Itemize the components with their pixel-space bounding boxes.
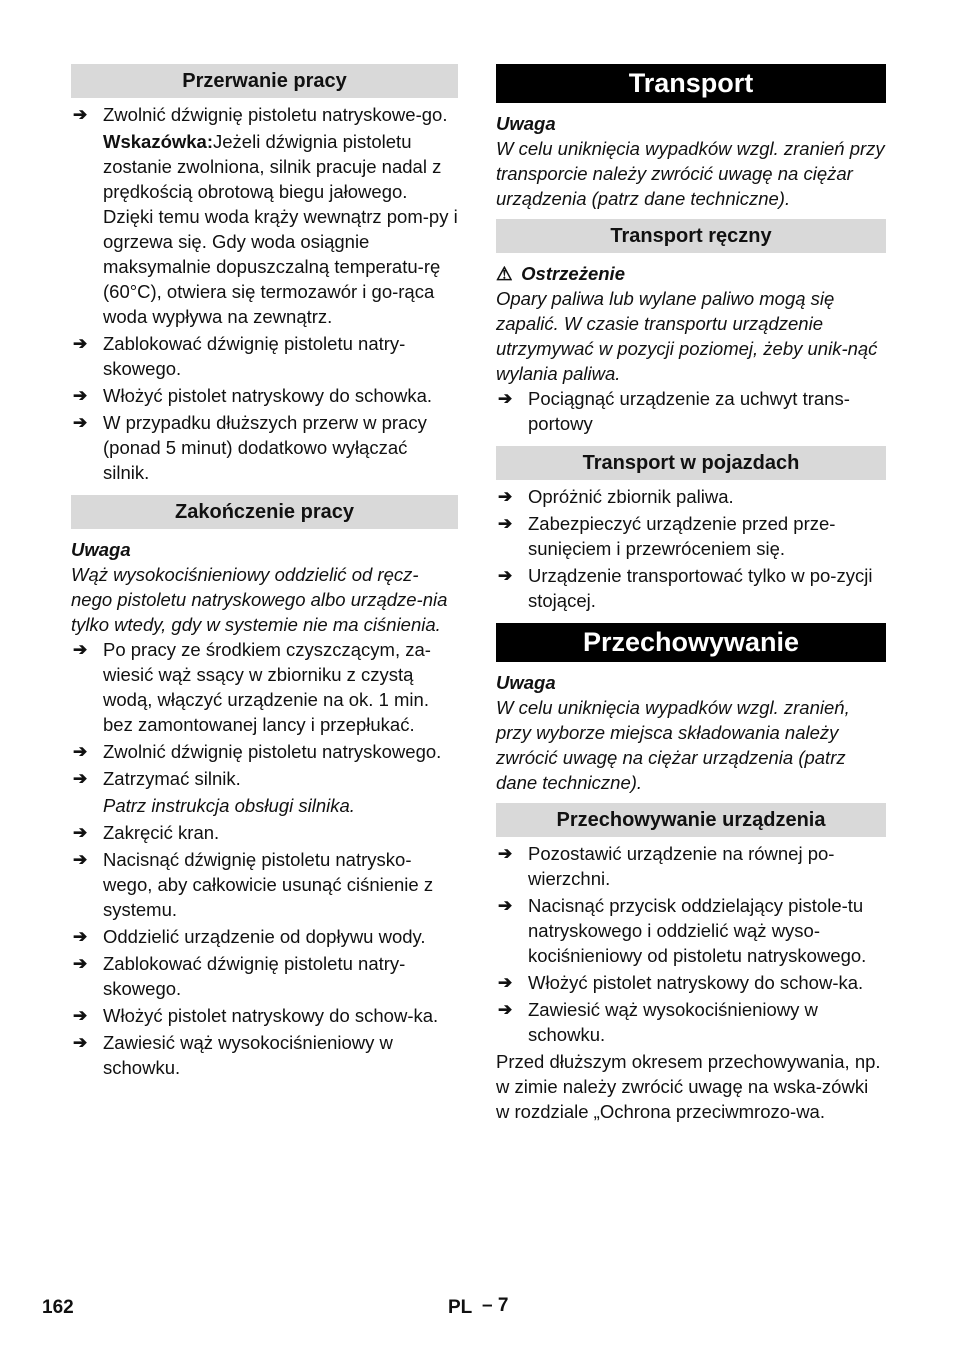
- list-item: [71, 847, 458, 922]
- arrow-icon: ➔: [73, 927, 88, 946]
- step-text: Pozostawić urządzenie na równej po-wierzchni.: [528, 843, 835, 889]
- hint-text: Jeżeli dźwignia pistoletu zostanie zwolniona, silnik pracuje nadal z prędkością obrotową biegu jałowego. Dzięki temu woda krąży wewnątrz pom-py i ogrzewa się. Gdy woda osiągnie maksymalnie dopuszczalną temperatu-rę (60°C), otwiera się termozawór i go-rąca woda wypływa na zewnątrz.: [103, 131, 458, 327]
- chapter-title-transport: Transport: [496, 64, 886, 103]
- arrow-icon: ➔: [498, 973, 513, 992]
- language-code: PL: [448, 1297, 473, 1318]
- note-body: W celu uniknięcia wypadków wzgl. zranień, przy wyborze miejsca składowania należy zwrócić uwagę na ciężar urządzenia (patrz dane techniczne).: [496, 697, 850, 793]
- list-item: [71, 410, 458, 485]
- step-text: Urządzenie transportować tylko w po-zycji stojącej.: [528, 565, 873, 611]
- step-text: Włożyć pistolet natryskowy do schow-ka.: [528, 972, 864, 993]
- note-title: Uwaga: [496, 672, 556, 693]
- right-column: [496, 64, 886, 1124]
- warning-body: Opary paliwa lub wylane paliwo mogą się zapalić. W czasie transportu urządzenie utrzymywać w pozycji poziomej, żeby unik-nąć wylania paliwa.: [496, 288, 878, 384]
- step-text: Po pracy ze środkiem czyszczącym, za-wiesić wąż ssący w zbiorniku z czystą wodą, włączyć urządzenie na ok. 1 min. bez zamontowanej lancy i przepłukać.: [103, 639, 431, 735]
- section-page-number: – 7: [482, 1295, 509, 1316]
- step-text: Opróżnić zbiornik paliwa.: [528, 486, 734, 507]
- step-text: Włożyć pistolet natryskowy do schow-ka.: [103, 1005, 439, 1026]
- list-item: [71, 637, 458, 737]
- arrow-icon: ➔: [498, 389, 513, 408]
- step-text: Zwolnić dźwignię pistoletu natryskowego.: [103, 741, 442, 762]
- section-title-zakonczenie: Zakończenie pracy: [71, 495, 458, 529]
- list-item: [71, 102, 458, 127]
- step-subnote: Patrz instrukcja obsługi silnika.: [103, 795, 355, 816]
- step-text: Zwolnić dźwignię pistoletu natryskowe-go.: [103, 104, 448, 125]
- arrow-icon: ➔: [73, 954, 88, 973]
- arrow-icon: ➔: [73, 1006, 88, 1025]
- list-item: [496, 970, 886, 995]
- step-text: Zakręcić kran.: [103, 822, 220, 843]
- section-title-transport-reczny: Transport ręczny: [496, 219, 886, 253]
- list-item: [496, 997, 886, 1047]
- arrow-icon: ➔: [73, 850, 88, 869]
- step-text: Włożyć pistolet natryskowy do schowka.: [103, 385, 433, 406]
- steps-list: [496, 841, 886, 1047]
- list-item: [71, 383, 458, 408]
- list-item: [71, 739, 458, 764]
- warning-icon: ⚠: [496, 263, 513, 284]
- list-item: [71, 820, 458, 845]
- step-text: Pociągnąć urządzenie za uchwyt trans-portowy: [528, 388, 850, 434]
- arrow-icon: ➔: [498, 487, 513, 506]
- steps-list: [496, 484, 886, 613]
- list-item: [71, 1003, 458, 1028]
- closing-paragraph: Przed dłuższym okresem przechowywania, np. w zimie należy zwrócić uwagę na wska-zówki w rozdziale „Ochrona przeciwmrozo-wa.: [496, 1051, 881, 1122]
- steps-list: [71, 331, 458, 485]
- arrow-icon: ➔: [73, 334, 88, 353]
- section-title-przechowywanie-urzadzenia: Przechowywanie urządzenia: [496, 803, 886, 837]
- steps-list: [71, 637, 458, 791]
- page-number: 162: [42, 1297, 74, 1318]
- list-item: [496, 511, 886, 561]
- step-text: Zatrzymać silnik.: [103, 768, 241, 789]
- list-item: [71, 766, 458, 791]
- note-title: Uwaga: [71, 539, 131, 560]
- arrow-icon: ➔: [73, 105, 88, 124]
- list-item: [71, 1030, 458, 1080]
- list-item: [71, 924, 458, 949]
- arrow-icon: ➔: [498, 566, 513, 585]
- list-item: [71, 951, 458, 1001]
- steps-list: [71, 820, 458, 1080]
- section-title-transport-pojazdach: Transport w pojazdach: [496, 446, 886, 480]
- hint-paragraph: [71, 129, 458, 329]
- warning-title-text: Ostrzeżenie: [521, 263, 625, 284]
- note-title: Uwaga: [496, 113, 556, 134]
- warning-title: [496, 261, 886, 286]
- arrow-icon: ➔: [73, 1033, 88, 1052]
- step-text: Zabezpieczyć urządzenie przed prze-sunięciem i przewróceniem się.: [528, 513, 836, 559]
- arrow-icon: ➔: [73, 823, 88, 842]
- step-text: Nacisnąć dźwignię pistoletu natrysko-wego, aby całkowicie usunąć ciśnienie z systemu.: [103, 849, 434, 920]
- note-body: Wąż wysokociśnieniowy oddzielić od ręcz-nego pistoletu natryskowego albo urządze-nia tylko wtedy, gdy w systemie nie ma ciśnienia.: [71, 564, 448, 635]
- arrow-icon: ➔: [73, 640, 88, 659]
- step-text: Zawiesić wąż wysokociśnieniowy w schowku.: [103, 1032, 393, 1078]
- arrow-icon: ➔: [498, 896, 513, 915]
- hint-label: Wskazówka:: [103, 131, 214, 152]
- arrow-icon: ➔: [498, 844, 513, 863]
- arrow-icon: ➔: [73, 742, 88, 761]
- list-item: [496, 893, 886, 968]
- arrow-icon: ➔: [73, 386, 88, 405]
- note-body: W celu uniknięcia wypadków wzgl. zranień przy transporcie należy zwrócić uwagę na ciężar urządzenia (patrz dane techniczne).: [496, 138, 885, 209]
- step-text: Oddzielić urządzenie od dopływu wody.: [103, 926, 426, 947]
- arrow-icon: ➔: [498, 514, 513, 533]
- step-text: Zawiesić wąż wysokociśnieniowy w schowku.: [528, 999, 818, 1045]
- list-item: [496, 841, 886, 891]
- chapter-title-przechowywanie: Przechowywanie: [496, 623, 886, 662]
- arrow-icon: ➔: [498, 1000, 513, 1019]
- steps-list: [496, 386, 886, 436]
- section-title-przerwanie: Przerwanie pracy: [71, 64, 458, 98]
- left-column: [71, 64, 458, 1082]
- step-text: Zablokować dźwignię pistoletu natry-skowego.: [103, 953, 406, 999]
- arrow-icon: ➔: [73, 769, 88, 788]
- arrow-icon: ➔: [73, 413, 88, 432]
- list-item: [496, 386, 886, 436]
- step-text: Zablokować dźwignię pistoletu natry-skowego.: [103, 333, 406, 379]
- list-item: [496, 563, 886, 613]
- step-text: W przypadku dłuższych przerw w pracy (ponad 5 minut) dodatkowo wyłączać silnik.: [103, 412, 427, 483]
- step-text: Nacisnąć przycisk oddzielający pistole-tu natryskowego i oddzielić wąż wyso-kociśnieniowy od pistoletu natryskowego.: [528, 895, 867, 966]
- steps-list: [71, 102, 458, 127]
- list-item: [71, 331, 458, 381]
- list-item: [496, 484, 886, 509]
